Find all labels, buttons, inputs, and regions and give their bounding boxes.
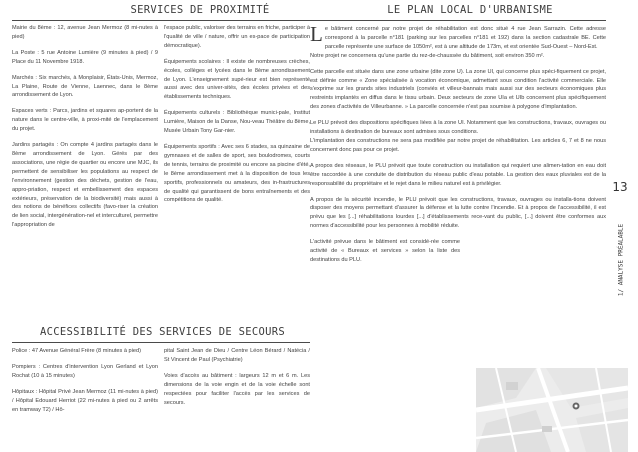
body-paragraph: pital Saint Jean de Dieu / Centre Léon Bérard / Natécia / St Vincent de Paul (Psychiatrie) — [164, 348, 310, 363]
body-paragraph: Jardins partagés : On compte 4 jardins partagés dans le 8ème arrondissement de Lyon. Gérés par des associations, une régie de quartier ou encore une MJC, ils permettent de sensibiliser les populations au respect de l'environnement (gestion des déchets, gestion de l'eau, appro-priation, respect et embellissement des espaces extérieurs, préservation de la biodiversité) mais aussi à des notions de bénéfices collectifs (favo-riser la création de lien social, intergénération-nel et interculturel, permettre l'appropriation de — [12, 142, 158, 229]
urbanisme-rule — [310, 20, 606, 21]
body-paragraph: Police : 47 Avenue Général Frère (8 minutes à pied) — [12, 348, 141, 354]
proximite-column-2 — [164, 24, 310, 212]
side-label: 1/ ANALYSE PRÉALABLE — [617, 223, 625, 297]
body-paragraph: Voies d'accès au bâtiment : largeurs 12 m et 6 m. Les dimensions de la voie engin et de la voie échelle sont respectées pour faciliter l'accès par les services de secours. — [164, 372, 310, 406]
secours-title: ACCESSIBILITÉ DES SERVICES DE SECOURS — [40, 326, 285, 338]
body-paragraph: Équipements scolaires : Il existe de nombreuses crèches, écoles, collèges et lycées dans le 8ème arrondissement de Lyon. L'enseignement supé-rieur est bien représenté aussi avec des univer-sités, des écoles privées et des établissements techniques. — [164, 58, 310, 101]
drop-cap: L — [310, 22, 323, 46]
body-paragraph: Pompiers : Centres d'intervention Lyon Gerland et Lyon Rochat (10 à 15 minutes) — [12, 363, 158, 379]
urbanisme-paragraph: Cette parcelle est située dans une zone urbaine (dite zone U). La zone UI, qui concerne plus spéci-fiquement ce projet, est définie comme « Zone spécialisée à vocation économique, admettant sous condition l'activité commerciale. Elle s'exprime sur les grands sites industriels (conviés et villeur-bannais mais aussi sur des secteurs économiques plus restreints implantés en diffus dans le tissu urbain. Deux secteurs de zone UIa et UIb concernent plus spécifiquement des zones d'activités de Villeurbanne. » La parcelle concernée n'est pas soumise à polygone d'implantation. — [310, 68, 606, 111]
body-paragraph: Hôpitaux : Hôpital Privé Jean Mermoz (11 mi-nutes à pied) / Hôpital Edouard Herriot (22 mi-nutes à pied ou 2 arrêts en tramway T2) / Hô- — [12, 388, 158, 413]
urbanisme-intro: Le bâtiment concerné par notre projet de réhabilitation est donc situé 4 rue Jean Sarrazin. Cette adresse correspond à la parcelle n°181 (parking sur les parcelles n°181 et 192) dans la section cadastrale BE. Cette parcelle représente une surface de 1050m², est à une altitude de 173m, et est orientée Sud-Ouest – Nord-Est. — [310, 22, 606, 50]
urbanisme-paragraph: Le PLU prévoit des dispositions spécifiques liées à la zone UI. Notamment que les constructions, travaux, ouvrages ou installations à destination de bureaux sont admises sous conditions. — [310, 120, 606, 136]
map-graphic — [476, 368, 628, 452]
page-number: 13 — [612, 180, 628, 194]
body-paragraph: Marchés : Six marchés, à Monplaisir, États-Unis, Mermoz, La Plaine, Route de Vienne, Laennec, dans le 8ème arrondissement de Lyon. — [12, 74, 158, 99]
site-map-image — [476, 368, 628, 452]
urbanisme-paragraph: L'activité prévue dans le bâtiment est considé-rée comme activité de « Bureaux et services » selon la liste des destinations du PLU. — [310, 239, 460, 263]
urbanisme-paragraph: Notre projet ne concernera qu'une partie du rez-de-chaussée du bâtiment, soit environ 350 m². — [310, 52, 545, 59]
urbanisme-paragraph: L'implantation des constructions ne sera pas modifiée par notre projet de réhabilitation. Les articles 6, 7 et 8 ne nous concernent donc pas pour ce projet. — [310, 137, 606, 153]
urbanisme-paragraph: A propos des réseaux, le PLU prévoit que toute construction ou installation qui requiert une alimen-tation en eau doit être raccordée à une conduite de distribution du réseau public d'eau potable. La gestion des eaux pluviales est de la responsabilité du propriétaire et le rejet dans le milieu naturel est à privilégier. — [310, 162, 606, 187]
proximite-column-1 — [12, 24, 158, 237]
urbanisme-body — [310, 22, 606, 272]
body-paragraph: Équipements culturels : Bibliothèque munici-pale, Institut Lumière, Maison de la Danse, Nou-veau Théâtre du 8ème, Musée Urbain Tony Gar-nier. — [164, 110, 310, 135]
urbanisme-paragraph: A propos de la sécurité incendie, le PLU prévoit que les constructions, travaux, ouvrages ou installa-tions doivent disposer des moyens permettant d'assurer la défense et la lutte contre l'incendie. Et à propos de l'accessibilité, il est prévu que les [...] réhabilitations lourdes [...] d'établissements rece-vant du public, [...] doivent être conformes aux normes d'accessibilité pour les personnes à mobilité réduite. — [310, 196, 606, 230]
secours-rule — [12, 342, 310, 343]
side-label-container — [614, 200, 628, 320]
body-paragraph: Équipements sportifs : Avec ses 6 stades, sa quinzaine de gymnases et de salles de sport, ses boulodromes, courts de tennis, terrains de proximité ou encore sa piscine d'été, le 8ème arrondissement met à la disposition de tous les sportifs, professionnels ou amateurs, des in-frastructures de qualité qui garantissent de bons entraînements et des compétitions de qualité. — [164, 143, 310, 204]
secours-column-1 — [12, 347, 158, 421]
body-paragraph: Espaces verts : Parcs, jardins et squares ap-portent de la nature dans le centre-ville, à proxi-mité de l'emplacement du projet. — [12, 108, 158, 133]
body-paragraph: l'espace public, valoriser des terrains en friche, participer à l'qualité de ville / nature, offrir un es-pace de participation démocratique). — [164, 25, 310, 49]
proximite-title: SERVICES DE PROXIMITÉ — [130, 4, 270, 16]
proximite-rule — [12, 20, 310, 21]
secours-column-2 — [164, 347, 310, 414]
body-paragraph: La Poste : 5 rue Antoine Lumière (9 minutes à pied) / 9 Place du 11 Novembre 1918. — [12, 49, 158, 65]
urbanisme-title: LE PLAN LOCAL D'URBANISME — [387, 4, 553, 16]
body-paragraph: Mairie du 8ème : 12, avenue Jean Mermoz (8 mi-nutes à pied) — [12, 25, 158, 40]
